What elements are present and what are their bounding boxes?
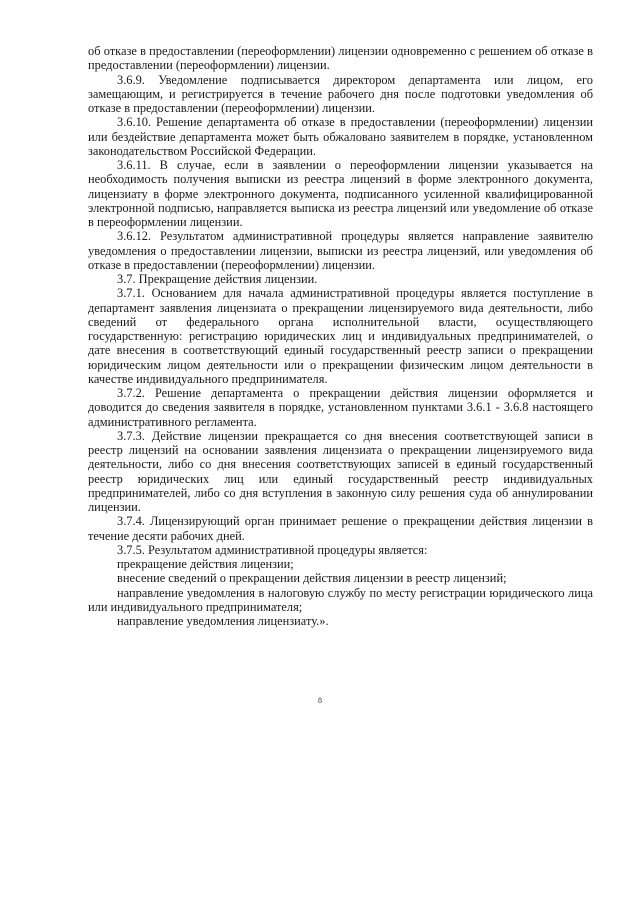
page-number: 8: [318, 696, 322, 705]
paragraph-3-6-12: 3.6.12. Результатом административной процедуры является направление заявителю уведомления о предоставлении лицензии, выписки из реестра лицензий, или уведомления об отказе в предоставлении (переоформлении) лицензии.: [88, 229, 593, 272]
document-body: [88, 44, 593, 628]
result-item-3: направление уведомления в налоговую службу по месту регистрации юридического лица или индивидуального предпринимателя;: [88, 585, 593, 614]
result-item-1: прекращение действия лицензии;: [117, 557, 294, 571]
paragraph-continuation: об отказе в предоставлении (переоформлении) лицензии одновременно с решением об отказе в предоставлении (переоформлении) лицензии.: [88, 44, 593, 73]
paragraph-3-7-1: 3.7.1. Основанием для начала административной процедуры является поступление в департамент заявления лицензиата о прекращении лицензируемого вида деятельности, либо сведений от федерального органа исполнительной власти, осуществляющего государственную: регистрацию юридических лиц и индивидуальных предпринимателей, о дате внесения в соответствующий единый государственный реестр записи о прекращении юридическим лицом деятельности или о прекращении физическим лицом деятельности в качестве индивидуального предпринимателя.: [88, 286, 593, 386]
result-item-2: внесение сведений о прекращении действия лицензии в реестр лицензий;: [117, 571, 507, 586]
paragraph-3-7-4: 3.7.4. Лицензирующий орган принимает решение о прекращении действия лицензии в течение десяти рабочих дней.: [88, 514, 593, 543]
paragraph-3-7: 3.7. Прекращение действия лицензии.: [117, 272, 318, 286]
paragraph-3-6-9: 3.6.9. Уведомление подписывается директором департамента или лицом, его замещающим, и регистрируется в течение рабочего дня после подготовки уведомления об отказе в предоставлении (переоформлении) лицензии.: [88, 72, 593, 115]
paragraph-3-6-11: 3.6.11. В случае, если в заявлении о переоформлении лицензии указывается на необходимость получения выписки из реестра лицензий в форме электронного документа, лицензиату в форме электронного документа, подписанного усиленной квалифицированной электронной подписью, направляется выписка из реестра лицензий или уведомление об отказе в переоформлении лицензии.: [88, 158, 593, 229]
result-item-4: направление уведомления лицензиату.».: [117, 614, 329, 628]
paragraph-3-7-5: 3.7.5. Результатом административной процедуры является:: [117, 542, 428, 557]
paragraph-3-7-2: 3.7.2. Решение департамента о прекращении действия лицензии оформляется и доводится до сведения заявителя в порядке, установленном пунктами 3.6.1 - 3.6.8 настоящего административного регламента.: [88, 386, 593, 429]
paragraph-3-6-10: 3.6.10. Решение департамента об отказе в предоставлении (переоформлении) лицензии или бездействие департамента может быть обжаловано заявителем в порядке, установленном законодательством Российской Федерации.: [88, 115, 593, 158]
paragraph-3-7-3: 3.7.3. Действие лицензии прекращается со дня внесения соответствующей записи в реестр лицензий на основании заявления лицензиата о прекращении лицензируемого вида деятельности, либо со дня внесения соответствующих записей в единый государственный реестр юридических лиц или единый государственный реестр индивидуальных предпринимателей, либо со дня вступления в законную силу решения суда об аннулировании лицензии.: [88, 428, 593, 514]
